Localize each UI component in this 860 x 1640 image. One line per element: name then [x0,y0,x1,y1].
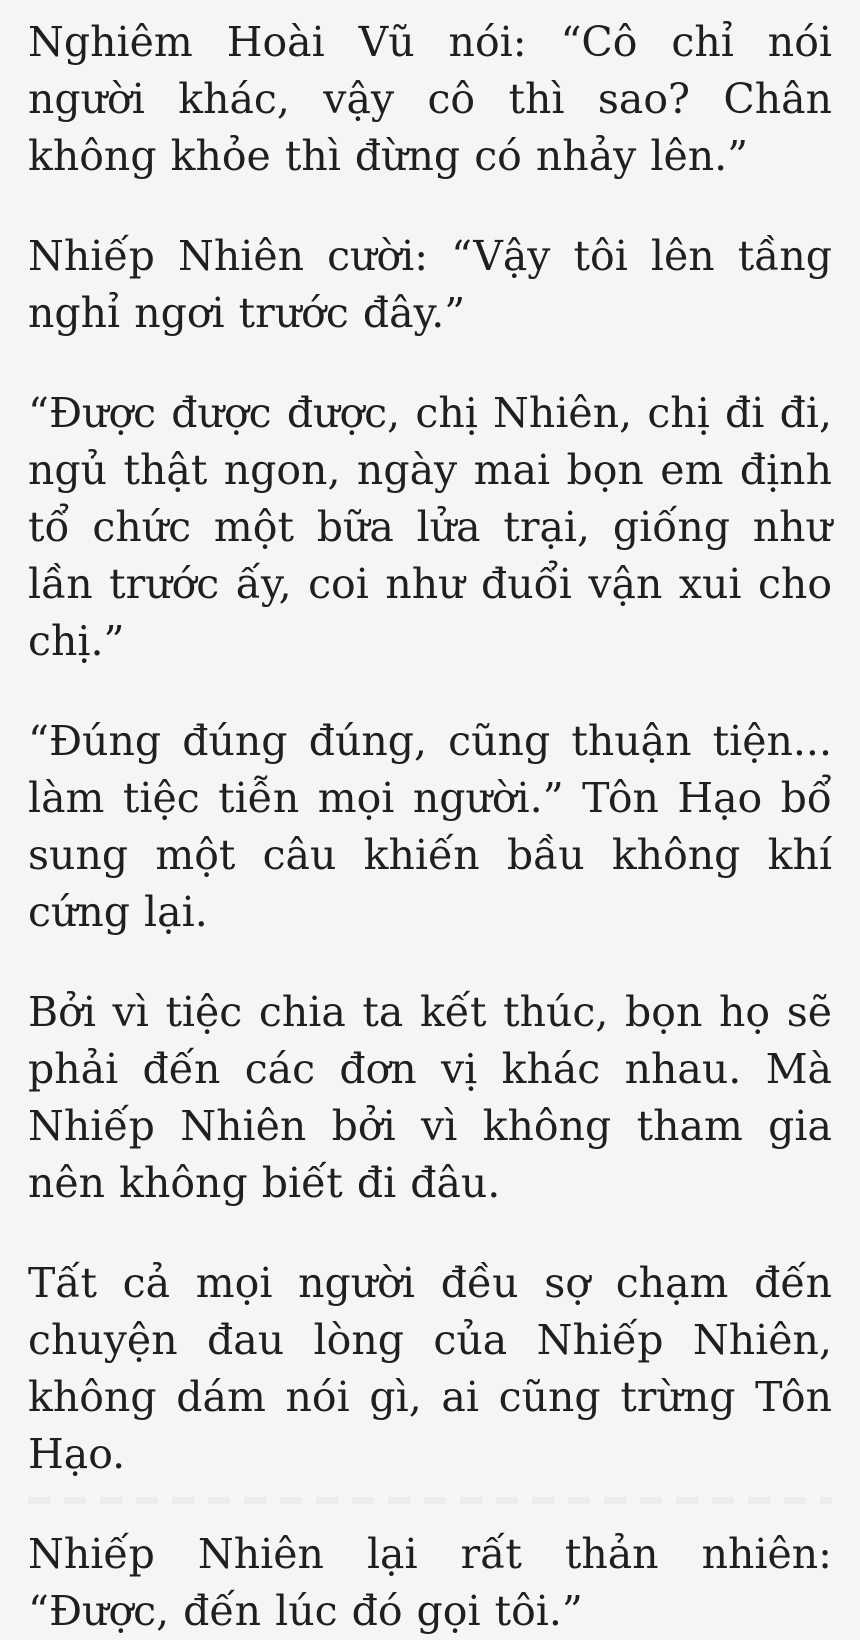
paragraph: “Đúng đúng đúng, cũng thuận tiện... làm tiệc tiễn mọi người.” Tôn Hạo bổ sung một câu khiến bầu không khí cứng lại. [28,717,832,936]
paragraph: “Được được được, chị Nhiên, chị đi đi, ngủ thật ngon, ngày mai bọn em định tổ chức một bữa lửa trại, giống như lần trước ấy, coi như đuổi vận xui cho chị.” [28,389,832,665]
paragraph: Tất cả mọi người đều sợ chạm đến chuyện đau lòng của Nhiếp Nhiên, không dám nói gì, ai cũng trừng Tôn Hạo. [28,1259,832,1478]
paragraph: Nhiếp Nhiên lại rất thản nhiên: “Được, đến lúc đó gọi tôi.” [28,1530,832,1635]
paragraph: Bởi vì tiệc chia ta kết thúc, bọn họ sẽ phải đến các đơn vị khác nhau. Mà Nhiếp Nhiên bởi vì không tham gia nên không biết đi đâu. [28,988,832,1207]
clipped-next-line-fragment [28,1497,832,1504]
paragraph: Nhiếp Nhiên cười: “Vậy tôi lên tầng nghỉ ngơi trước đây.” [28,232,832,337]
paragraph: Nghiêm Hoài Vũ nói: “Cô chỉ nói người khác, vậy cô thì sao? Chân không khỏe thì đừng có nhảy lên.” [28,18,832,180]
